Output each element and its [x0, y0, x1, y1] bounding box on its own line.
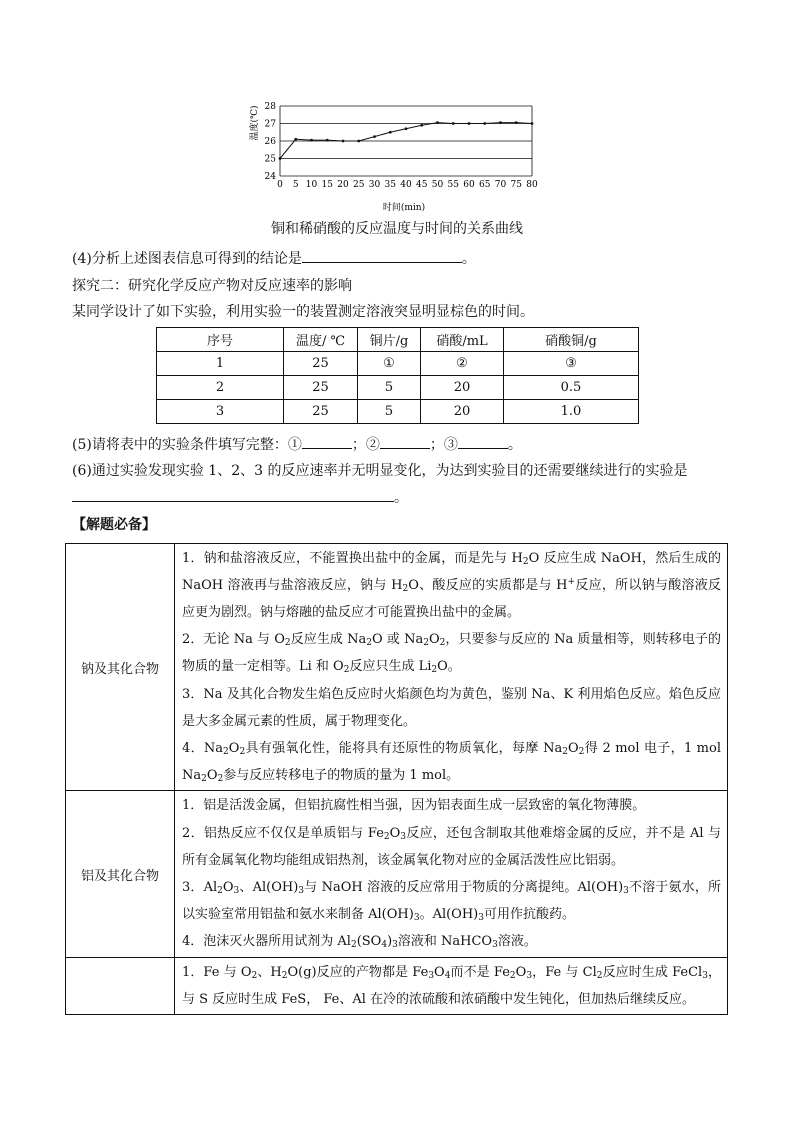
table-cell: 5 — [358, 400, 421, 424]
experiment-table — [156, 327, 639, 424]
chart-data-point — [279, 157, 282, 160]
answer-blank-2[interactable] — [380, 434, 430, 449]
table-cell: ② — [421, 352, 504, 376]
point-aluminium-1: 1．铝是活泼金属，但铝抗腐性相当强，因为铝表面生成一层致密的氧化物薄膜。 — [182, 798, 646, 814]
category-iron — [66, 958, 175, 1015]
table-header-cell: 硝酸铜/g — [504, 328, 639, 352]
category-sodium: 钠及其化合物 — [66, 544, 175, 791]
table-header-cell: 铜片/g — [358, 328, 421, 352]
answer-blank-q6[interactable] — [72, 487, 394, 502]
blank-marker-1: ① — [287, 437, 302, 453]
chart-data-point — [373, 135, 376, 138]
chart-x-axis-label: 时间(min) — [382, 203, 426, 213]
table-header-cell: 温度/ ℃ — [284, 328, 358, 352]
chart-data-point — [357, 140, 360, 143]
chart-x-tick-label: 0 — [277, 180, 283, 190]
section-heading: 【解题必备】 — [72, 517, 156, 533]
temperature-time-chart — [246, 96, 546, 214]
chart-y-tick-label: 26 — [264, 137, 276, 147]
table-cell: 2 — [157, 376, 284, 400]
content-aluminium — [175, 791, 728, 958]
chart-x-tick-label: 65 — [479, 180, 491, 190]
chart-data-point — [499, 121, 502, 124]
content-sodium — [175, 544, 728, 791]
chart-x-tick-label: 10 — [305, 180, 318, 190]
question-6-answer — [72, 487, 408, 507]
chart-x-tick-label: 40 — [400, 180, 412, 190]
chart-data-point — [515, 121, 518, 124]
knowledge-row-aluminium — [66, 791, 728, 958]
table-header-row — [157, 328, 639, 352]
answer-blank-3[interactable] — [458, 434, 508, 449]
table-row — [157, 400, 639, 424]
explore-2-title: 探究二：研究化学反应产物对反应速率的影响 — [72, 278, 352, 294]
chart-x-tick-label: 20 — [337, 180, 349, 190]
chart-data-point — [342, 140, 345, 143]
question-4 — [72, 248, 476, 268]
table-cell: 1 — [157, 352, 284, 376]
chart-x-tick-label: 30 — [368, 180, 381, 190]
point-sodium-3: 3．Na 及其化合物发生焰色反应时火焰颜色均为黄色，鉴别 Na、K 利用焰色反应。焰色反应是大多金属元素的性质，属于物理变化。 — [182, 686, 721, 729]
chart-gridlines — [280, 106, 532, 176]
point-sodium-4: 4．$Na_2O_2$具有强氧化性，能将具有还原性的物质氧化，每摩 $Na_2O_2$得 2 mol 电子，1 mol $Na_2O_2$参与反应转移电子的物质的量为 1 mol。 — [182, 741, 721, 785]
point-sodium-2: 2．无论 Na 与 $O_2$反应生成 $Na_2O$ 或 $Na_2O_2$，只要参与反应的 Na 质量相等，则转移电子的物质的量一定相等。Li 和 $O_2$反应只生成 $Li_2O$。 — [182, 632, 721, 676]
chart-x-tick-label: 15 — [321, 180, 333, 190]
chart-x-tick-label: 70 — [494, 180, 507, 190]
table-cell: 25 — [284, 376, 358, 400]
question-5 — [72, 434, 522, 454]
chart-x-tick-label: 5 — [292, 180, 299, 190]
chart-x-tick-label: 60 — [463, 180, 475, 190]
chart-x-tick-label: 45 — [416, 180, 428, 190]
table-cell: 1.0 — [504, 400, 639, 424]
table-cell: 3 — [157, 400, 284, 424]
explore-2-intro: 某同学设计了如下实验，利用实验一的装置测定溶液突显明显棕色的时间。 — [72, 304, 534, 320]
question-6-text: (6)通过实验发现实验 1、2、3 的反应速率并无明显变化，为达到实验目的还需要继续进行的实验是 — [72, 463, 688, 479]
chart-y-tick-label: 28 — [264, 102, 276, 112]
point-aluminium-4: 4．泡沫灭火器所用试剂为 $Al_2(SO_4)_3$溶液和 NaHCO$_3$溶液。 — [182, 934, 537, 951]
table-cell: 25 — [284, 400, 358, 424]
chart-data-point — [436, 121, 439, 124]
answer-blank-1[interactable] — [302, 434, 352, 449]
point-aluminium-2: 2．铝热反应不仅仅是单质铝与 $Fe_2O_3$反应，还包含制取其他难熔金属的反应，并不是 Al 与所有金属氧化物均能组成铝热剂，该金属氧化物对应的金属活泼性应比铝弱。 — [182, 825, 722, 868]
table-cell: 0.5 — [504, 376, 639, 400]
table-cell: 20 — [421, 376, 504, 400]
point-aluminium-3: 3．$Al_2O_3$、$Al(OH)_3$与 NaOH 溶液的反应常用于物质的分离提纯。$Al(OH)_3$不溶于氨水，所以实验室常用铝盐和氨水来制备 $Al(OH)_3$。$Al(OH)_3$可用作抗酸药。 — [182, 880, 721, 924]
chart-x-tick-label: 35 — [384, 180, 396, 190]
chart-y-tick-label: 27 — [264, 119, 276, 130]
knowledge-table — [65, 543, 728, 1015]
chart-x-tick-label: 25 — [353, 180, 365, 190]
chart-data-point — [405, 127, 408, 130]
content-iron — [175, 958, 728, 1015]
point-iron-1: 1．Fe 与 $O_2$、$H_2O(g)$反应的产物都是 $Fe_3O_4$而不是 $Fe_2O_3$，Fe 与 $Cl_2$反应时生成 FeCl$_3$，与 S 反应时生成 FeS， Fe、Al 在冷的浓硫酸和浓硝酸中发生钝化，但加热后继续反应。 — [182, 964, 722, 1007]
table-header-cell: 硝酸/mL — [421, 328, 504, 352]
chart-data-point — [326, 139, 329, 142]
table-row — [157, 376, 639, 400]
chart-tick-labels — [265, 102, 538, 190]
table-cell: ③ — [504, 352, 639, 376]
chart-x-tick-label: 50 — [431, 180, 444, 190]
question-6-end: 。 — [394, 490, 408, 506]
chart-data-point — [389, 131, 392, 134]
table-cell: 25 — [284, 352, 358, 376]
question-4-end: 。 — [461, 251, 476, 267]
knowledge-row-sodium — [66, 544, 728, 791]
question-5-text: (5)请将表中的实验条件填写完整： — [72, 437, 288, 453]
chart-data-point — [483, 122, 486, 125]
category-aluminium: 铝及其化合物 — [66, 791, 175, 958]
chart-data-point — [310, 139, 313, 142]
table-cell: 20 — [421, 400, 504, 424]
question-4-text: (4)分析上述图表信息可得到的结论是 — [72, 251, 302, 267]
chart-x-tick-label: 55 — [447, 180, 459, 190]
blank-marker-2: ② — [365, 437, 380, 453]
separator: ； — [351, 437, 366, 453]
chart-y-tick-label: 25 — [264, 154, 276, 165]
chart-y-tick-label: 24 — [264, 172, 276, 182]
chart-data-point — [531, 122, 534, 125]
chart-data-point — [420, 124, 423, 127]
table-header-cell: 序号 — [157, 328, 284, 352]
point-sodium-1: 1．钠和盐溶液反应，不能置换出盐中的金属，而是先与 $H_2O$ 反应生成 NaOH，然后生成的 NaOH 溶液再与盐溶液反应，钠与 $H_2O$、酸反应的实质都是与 H+反应，所以钠与酸溶液反应更为剧烈。钠与熔融的盐反应才可能置换出盐中的金属。 — [182, 550, 721, 620]
chart-data-point — [468, 122, 471, 125]
separator: ； — [429, 437, 444, 453]
question-5-end: 。 — [507, 437, 522, 453]
table-row — [157, 352, 639, 376]
chart-data-point — [294, 138, 297, 141]
table-cell: 5 — [358, 376, 421, 400]
chart-caption: 铜和稀硝酸的反应温度与时间的关系曲线 — [271, 221, 523, 237]
table-cell: ① — [358, 352, 421, 376]
answer-blank-q4[interactable] — [302, 248, 462, 263]
knowledge-row-iron — [66, 958, 728, 1015]
chart-data-point — [452, 122, 455, 125]
chart-y-axis-label: 温度(℃) — [250, 105, 260, 141]
chart-x-tick-label: 80 — [526, 180, 538, 190]
blank-marker-3: ③ — [443, 437, 458, 453]
chart-x-tick-label: 75 — [510, 180, 522, 190]
